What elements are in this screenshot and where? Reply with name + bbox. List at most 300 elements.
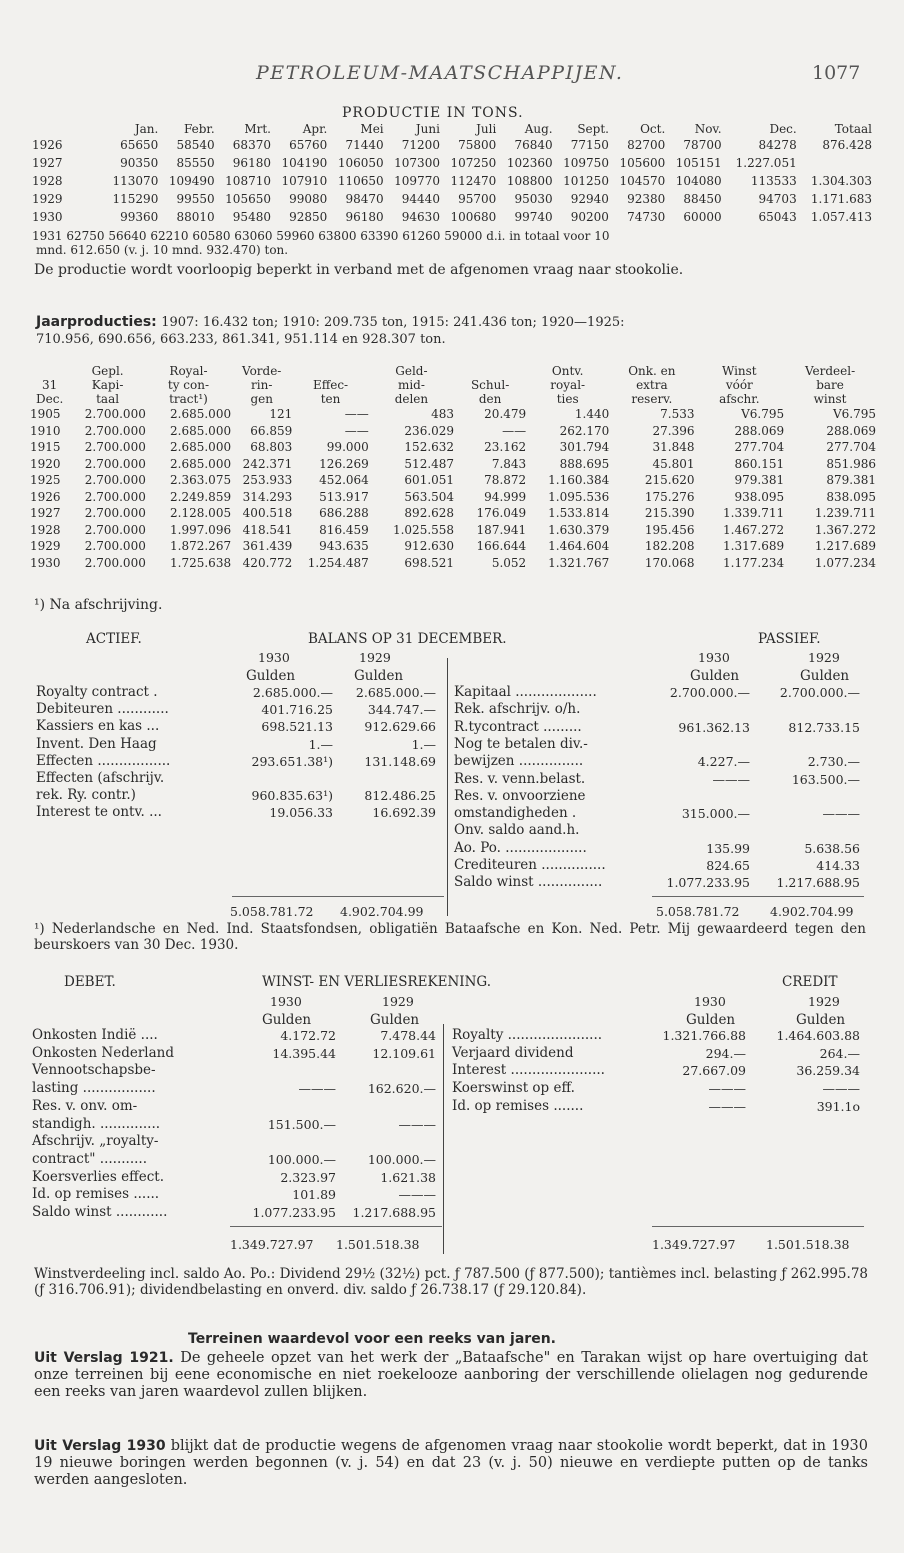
capital-cell: 182.208 [644, 539, 695, 554]
production-cell: 82700 [627, 138, 666, 152]
pnl-r-unit1: Gulden [686, 1012, 736, 1028]
production-cell: 112470 [450, 174, 497, 188]
terrain-paragraph-2 [34, 1438, 868, 1488]
production-cell: 1.227.051 [735, 156, 797, 170]
production-cell: 109770 [394, 174, 440, 188]
pnl-debet-value-1929: 7.478.44 [380, 1028, 436, 1043]
capital-header-row [30, 364, 876, 378]
production-cell: 100680 [450, 210, 497, 224]
capital-cell: 2.700.000 [84, 423, 146, 438]
balance-total-l1929: 4.902.704.99 [340, 904, 424, 919]
balance-passief-label: Onv. saldo aand.h. [454, 822, 580, 839]
pnl-debet-label: Koersverlies effect. [32, 1168, 164, 1185]
balance-actief-label: Interest te ontv. ... [36, 804, 162, 821]
balance-passief-value-1930: 4.227.— [697, 754, 750, 770]
balance-total-r1929: 4.902.704.99 [770, 904, 854, 919]
pnl-credit-value-1929: 36.259.34 [796, 1063, 860, 1079]
capital-header-cell: Gepl. [91, 364, 124, 378]
pnl-debet-value-1930: 100.000.— [267, 1151, 336, 1167]
capital-cell: 2.128.005 [170, 506, 232, 521]
pnl-debet-value-1930: 101.89 [292, 1187, 336, 1203]
capital-cell: 78.872 [484, 473, 527, 488]
capital-row [30, 489, 876, 506]
production-cell: 94703 [758, 192, 797, 206]
capital-row [30, 439, 876, 456]
production-cell: 88010 [176, 210, 215, 224]
production-cell: 96180 [232, 156, 271, 170]
balance-r-y1929: 1929 [808, 650, 840, 665]
capital-cell: 838.095 [826, 489, 876, 504]
production-cell: 95030 [514, 192, 553, 206]
balance-actief-label: Effecten ................. [36, 752, 171, 769]
capital-cell: 288.069 [826, 423, 876, 438]
capital-cell: 420.772 [242, 555, 293, 570]
pnl-credit-value-1930: 27.667.09 [682, 1063, 746, 1079]
capital-cell: 563.504 [404, 489, 455, 504]
pnl-title: WINST- EN VERLIESREKENING. [262, 974, 492, 990]
capital-cell: 452.064 [319, 473, 369, 488]
balance-actief-value-1929: 912.629.66 [364, 719, 436, 735]
balance-left-total-rule [232, 896, 444, 897]
capital-cell: 2.700.000 [84, 407, 146, 422]
capital-cell: —— [502, 423, 527, 438]
capital-header-cell: winst [813, 392, 847, 406]
production-cell: 105650 [225, 192, 271, 206]
production-cell: 60000 [683, 210, 722, 224]
capital-cell: 1.997.096 [170, 522, 232, 537]
production-cell: 92850 [289, 210, 328, 224]
production-cell: 104570 [619, 174, 666, 188]
production-cell: 78700 [683, 138, 722, 152]
pnl-credit-value-1929: 391.1o [816, 1098, 860, 1114]
production-cell: 109750 [563, 156, 609, 170]
annual-production-line1 [36, 314, 625, 330]
capital-cell: 513.917 [319, 489, 369, 504]
balance-actief-label: Debiteuren ............ [36, 701, 169, 718]
balance-right-head: PASSIEF. [758, 631, 821, 647]
pnl-debet-value-1930: 4.172.72 [280, 1028, 336, 1043]
pnl-debet-value-1930: 151.500.— [267, 1116, 336, 1132]
balance-passief-label: bewijzen ............... [454, 753, 584, 770]
balance-actief-value-1929: 131.148.69 [364, 753, 436, 769]
capital-cell: 400.518 [242, 506, 293, 521]
production-cell: 1.304.303 [810, 174, 872, 188]
capital-row [30, 555, 876, 572]
capital-cell: 892.628 [404, 506, 455, 521]
production-cell: 95480 [232, 210, 271, 224]
pnl-r-unit2: Gulden [796, 1012, 846, 1028]
capital-cell: 1.095.536 [548, 489, 610, 504]
production-header-cell: Dec. [769, 122, 797, 136]
capital-cell: 1.177.234 [723, 555, 785, 570]
balance-actief-value-1929: 1.— [411, 736, 436, 752]
pnl-debet-value-1929: 12.109.61 [372, 1045, 436, 1061]
production-header-cell: Jan. [134, 122, 159, 136]
balance-l-unit2: Gulden [354, 668, 404, 684]
capital-cell: 20.479 [484, 407, 527, 422]
capital-header-cell: afschr. [719, 392, 760, 406]
capital-cell: 2.700.000 [84, 555, 146, 570]
balance-actief-value-1930: 698.521.13 [261, 719, 333, 735]
pnl-right-head: CREDIT [782, 974, 838, 990]
production-cell: 75800 [458, 138, 497, 152]
balance-left-head: ACTIEF. [86, 631, 142, 647]
page-number: 1077 [812, 62, 861, 84]
capital-cell: 2.685.000 [170, 456, 232, 471]
capital-cell: 94.999 [484, 489, 527, 504]
pnl-debet-value-1929: 100.000.— [367, 1151, 436, 1167]
balance-passief-value-1929: 812.733.15 [788, 719, 860, 735]
production-cell: 113070 [112, 174, 159, 188]
production-cell: 115290 [112, 192, 159, 206]
pnl-l-unit2: Gulden [370, 1012, 420, 1028]
production-cell: 108710 [225, 174, 271, 188]
pnl-debet-label: Onkosten Indië .... [32, 1027, 158, 1043]
capital-cell: 277.704 [734, 440, 785, 455]
production-cell: 101250 [563, 174, 609, 188]
capital-header-cell: ties [556, 392, 579, 406]
pnl-credit-label: Id. op remises ....... [452, 1097, 584, 1114]
pnl-credit-label: Verjaard dividend [452, 1044, 574, 1061]
capital-cell: 2.249.859 [170, 489, 232, 504]
balance-r-unit2: Gulden [800, 668, 850, 684]
balance-actief-value-1930: 19.056.33 [269, 805, 333, 821]
capital-cell: 1928 [30, 522, 61, 537]
capital-header-cell: taal [96, 392, 120, 406]
capital-header-cell: Effec- [312, 378, 349, 392]
balance-passief-value-1929: 163.500.— [791, 771, 860, 787]
pnl-debet-label: Vennootschapsbe- [32, 1062, 156, 1079]
balance-passief-label: Saldo winst ............... [454, 874, 603, 891]
production-cell: 92380 [627, 192, 666, 206]
capital-cell: 1.321.767 [548, 555, 610, 570]
terrain-p1-text: De geheele opzet van het werk der „Bataafsche" en Tarakan wijst op hare overtuiging dat onze terreinen bij eene economische en niet roekelooze aanboring der verschillende olielagen nog gedurende een reeks van jaren waardevol zullen blijken. [34, 1350, 868, 1400]
pnl-total-l1930: 1.349.727.97 [230, 1237, 314, 1252]
balance-actief-label: Effecten (afschrijv. [36, 770, 165, 786]
production-year: 1930 [32, 210, 63, 224]
capital-cell: 1915 [30, 440, 61, 455]
capital-header-cell [454, 364, 526, 378]
pnl-debet-label: Onkosten Nederland [32, 1044, 174, 1061]
annual-production-label: Jaarproducties: [36, 314, 157, 330]
capital-header-row [30, 378, 876, 392]
capital-cell: 2.700.000 [84, 456, 146, 471]
capital-cell: 851.986 [826, 456, 876, 471]
production-cell: 90200 [570, 210, 609, 224]
pnl-debet-label: standigh. .............. [32, 1115, 161, 1132]
capital-header-cell: 31 [42, 378, 58, 392]
production-header-cell: Apr. [302, 122, 328, 136]
capital-row [30, 472, 876, 489]
production-cell: 96180 [345, 210, 384, 224]
production-row [32, 154, 872, 172]
production-header-cell: Oct. [640, 122, 666, 136]
pnl-total-r1929: 1.501.518.38 [766, 1237, 850, 1252]
balance-passief-value-1930: 961.362.13 [678, 719, 750, 735]
balance-passief-label: omstandigheden . [454, 805, 577, 822]
balance-footnote: ¹) Nederlandsche en Ned. Ind. Staatsfondsen, obligatiën Bataafsche en Kon. Ned. Petr. Mij gewaardeerd tegen den beurskoers van 30 Dec. 1930. [34, 921, 866, 953]
production-cell: 110650 [337, 174, 384, 188]
capital-cell: 2.700.000 [84, 440, 146, 455]
capital-header-cell: vóór [725, 378, 753, 392]
production-year: 1926 [32, 138, 63, 152]
production-cell: 76840 [514, 138, 553, 152]
production-cell: 88450 [683, 192, 722, 206]
capital-header-cell: den [478, 392, 502, 406]
capital-cell: 1.533.814 [548, 506, 610, 521]
production-cell: 99080 [289, 192, 328, 206]
pnl-l-y1930: 1930 [270, 994, 302, 1009]
production-cell: 65760 [289, 138, 328, 152]
capital-cell: 938.095 [734, 489, 785, 504]
capital-header-cell [30, 364, 69, 378]
capital-cell: 314.293 [242, 489, 293, 504]
balance-passief-value-1930: 315.000.— [681, 806, 750, 822]
production-row-1931: 1931 62750 56640 62210 60580 63060 59960 63800 63390 61260 59000 d.i. in totaal voor 10 [32, 229, 610, 243]
pnl-total-l1929: 1.501.518.38 [336, 1237, 420, 1252]
capital-cell: 943.635 [319, 539, 369, 554]
pnl-credit-label: Koerswinst op eff. [452, 1080, 575, 1097]
capital-header-cell: extra [636, 378, 668, 392]
capital-cell: 1.217.689 [814, 539, 876, 554]
production-header-cell: Mei [360, 122, 384, 136]
capital-cell: 816.459 [319, 522, 369, 537]
pnl-debet-value-1929: ——— [398, 1116, 436, 1132]
capital-cell: 1.872.267 [170, 539, 232, 554]
pnl-credit-value-1930: ——— [708, 1098, 746, 1114]
capital-header-cell: bare [816, 378, 844, 392]
capital-cell: 483 [431, 407, 455, 422]
balance-passief-label: Kapitaal ................... [454, 684, 597, 700]
pnl-right-total-rule [652, 1226, 864, 1227]
balance-actief-label: Invent. Den Haag [36, 735, 157, 752]
balance-passief-value-1929: ——— [822, 806, 860, 822]
balance-l-y1930: 1930 [258, 650, 290, 665]
capital-header-cell: royal- [550, 378, 586, 392]
capital-header-cell: Kapi- [91, 378, 124, 392]
balance-passief-value-1930: 824.65 [706, 858, 750, 873]
balance-passief-value-1930: ——— [712, 771, 750, 787]
capital-table [30, 364, 876, 571]
capital-cell: 242.371 [242, 456, 293, 471]
terrain-paragraph-1 [34, 1350, 868, 1400]
pnl-debet-value-1929: ——— [398, 1187, 436, 1203]
pnl-credit-value-1929: ——— [822, 1081, 860, 1097]
balance-r-unit1: Gulden [690, 668, 740, 684]
balance-actief-value-1929: 2.685.000.— [355, 685, 436, 700]
production-note: De productie wordt voorloopig beperkt in verband met de afgenomen vraag naar stookolie. [34, 262, 684, 278]
pnl-total-r1930: 1.349.727.97 [652, 1237, 736, 1252]
capital-cell: 23.162 [484, 440, 527, 455]
balance-passief-label: Crediteuren ............... [454, 857, 606, 873]
capital-row [30, 538, 876, 555]
balance-actief-value-1929: 344.747.— [367, 702, 436, 718]
pnl-debet-value-1930: 14.395.44 [272, 1045, 336, 1061]
terrain-p1-label: Uit Verslag 1921. [34, 1350, 174, 1366]
balance-actief-value-1929: 16.692.39 [372, 805, 436, 821]
capital-cell: 301.794 [559, 440, 610, 455]
production-cell: 71200 [401, 138, 440, 152]
capital-row [30, 406, 876, 423]
capital-row [30, 456, 876, 473]
capital-header-cell: reserv. [631, 392, 673, 406]
production-cell: 113533 [750, 174, 797, 188]
production-cell: 94630 [401, 210, 440, 224]
capital-cell: 418.541 [242, 522, 293, 537]
capital-header-cell: delen [394, 392, 429, 406]
production-row [32, 136, 872, 154]
production-cell: 95700 [458, 192, 497, 206]
balance-passief-value-1929: 1.217.688.95 [776, 875, 860, 891]
capital-cell: 1.467.272 [723, 522, 785, 537]
production-cell: 92940 [570, 192, 609, 206]
capital-cell: 166.644 [476, 539, 527, 554]
balance-passief-value-1929: 2.730.— [807, 754, 860, 770]
balance-passief-value-1929: 5.638.56 [804, 840, 860, 856]
pnl-debet-label: contract" ........... [32, 1150, 148, 1167]
production-cell [797, 154, 872, 172]
production-cell: 58540 [176, 138, 215, 152]
production-cell: 99550 [176, 192, 215, 206]
pnl-r-y1930: 1930 [694, 994, 726, 1009]
capital-cell: 361.439 [242, 539, 293, 554]
pnl-debet-value-1930: 1.077.233.95 [252, 1205, 336, 1220]
capital-cell: 277.704 [826, 440, 876, 455]
capital-header-cell: Royal- [169, 364, 208, 378]
pnl-debet-label: Res. v. onv. om- [32, 1097, 138, 1114]
production-cell: 876.428 [822, 138, 872, 152]
production-row [32, 208, 872, 226]
capital-cell: 121 [269, 407, 293, 422]
pnl-credit-label: Royalty ...................... [452, 1027, 603, 1043]
balance-passief-value-1930: 135.99 [706, 840, 750, 856]
capital-cell: 236.029 [404, 423, 455, 438]
capital-cell: 2.700.000 [84, 473, 146, 488]
pnl-r-y1929: 1929 [808, 994, 840, 1009]
capital-cell: 1930 [30, 555, 61, 570]
balance-passief-label: Rek. afschrijv. o/h. [454, 701, 581, 718]
capital-cell: 1926 [30, 489, 61, 504]
capital-header-cell: ty con- [167, 378, 210, 392]
annual-production-line2: 710.956, 690.656, 663.233, 861.341, 951.114 en 928.307 ton. [36, 332, 446, 347]
balance-passief-value-1929: 2.700.000.— [779, 685, 860, 700]
capital-cell: 1925 [30, 473, 61, 488]
production-table [32, 122, 872, 226]
capital-cell: 1.464.604 [548, 539, 610, 554]
production-cell: 99740 [514, 210, 553, 224]
production-header-cell: Aug. [524, 122, 553, 136]
pnl-debet-label: Saldo winst ............ [32, 1204, 168, 1220]
production-cell: 104080 [675, 174, 722, 188]
capital-cell: 512.487 [404, 456, 455, 471]
production-cell: 90350 [120, 156, 159, 170]
capital-cell: 176.049 [476, 506, 527, 521]
capital-cell: 2.685.000 [170, 407, 232, 422]
capital-cell: 175.276 [644, 489, 695, 504]
production-cell: 98470 [345, 192, 384, 206]
production-header-year [32, 122, 102, 136]
balance-actief-value-1930: 1.— [308, 736, 333, 752]
capital-cell: 215.390 [644, 506, 695, 521]
capital-row [30, 423, 876, 440]
capital-cell: 1.239.711 [814, 506, 876, 521]
capital-cell: 66.859 [250, 423, 293, 438]
capital-cell: 152.632 [404, 440, 455, 455]
production-cell: 107300 [394, 156, 440, 170]
capital-cell: 888.695 [559, 456, 610, 471]
production-cell: 65650 [120, 138, 159, 152]
pnl-debet-label: lasting ................. [32, 1080, 156, 1097]
capital-cell: 879.381 [826, 473, 876, 488]
balance-passief-value-1930: 1.077.233.95 [666, 875, 750, 891]
production-cell: 84278 [758, 138, 797, 152]
terrain-p2-label: Uit Verslag 1930 [34, 1438, 166, 1454]
production-cell: 108800 [506, 174, 553, 188]
capital-cell: —— [344, 407, 369, 422]
capital-cell: 31.848 [652, 440, 695, 455]
capital-cell: 1.440 [574, 407, 610, 422]
capital-cell: 68.803 [250, 440, 293, 455]
production-cell: 1.171.683 [810, 192, 872, 206]
pnl-credit-value-1929: 1.464.603.88 [776, 1028, 860, 1043]
production-header-row [32, 122, 872, 136]
capital-header-cell: Onk. en [628, 364, 676, 378]
production-header-cell: Juli [476, 122, 497, 136]
capital-cell: 187.941 [476, 522, 527, 537]
balance-passief-value-1930: 2.700.000.— [669, 685, 750, 700]
capital-cell: 1927 [30, 506, 61, 521]
production-header-cell: Juni [415, 122, 440, 136]
capital-cell: 126.269 [319, 456, 369, 471]
production-cell: 77150 [570, 138, 609, 152]
capital-cell: 698.521 [404, 555, 455, 570]
page-header-title: PETROLEUM-MAATSCHAPPIJEN. [256, 62, 624, 84]
production-cell: 109490 [168, 174, 215, 188]
capital-cell: 1.160.384 [548, 473, 610, 488]
capital-cell: 2.685.000 [170, 423, 232, 438]
production-cell: 1.057.413 [810, 210, 872, 224]
production-row [32, 190, 872, 208]
production-header-cell: Nov. [694, 122, 722, 136]
production-cell: 74730 [627, 210, 666, 224]
pnl-left-total-rule [230, 1226, 442, 1227]
balance-l-unit1: Gulden [246, 668, 296, 684]
balance-actief-value-1930: 960.835.63¹) [251, 788, 333, 804]
capital-header-cell: rin- [251, 378, 273, 392]
capital-cell: 860.151 [734, 456, 785, 471]
pnl-divider [443, 1024, 444, 1254]
pnl-credit-value-1930: ——— [708, 1081, 746, 1097]
pnl-credit-value-1929: 264.— [819, 1045, 860, 1061]
capital-cell: 2.700.000 [84, 506, 146, 521]
pnl-debet-value-1930: ——— [298, 1081, 336, 1097]
capital-cell: 1920 [30, 456, 61, 471]
pnl-debet-label: Id. op remises ...... [32, 1186, 160, 1203]
balance-actief-value-1930: 293.651.38¹) [251, 753, 333, 769]
capital-cell: 1.725.638 [170, 555, 232, 570]
capital-header-cell: Verdeel- [804, 364, 856, 378]
pnl-debet-value-1929: 162.620.— [367, 1081, 436, 1097]
capital-header-cell [292, 364, 369, 378]
production-cell: 102360 [506, 156, 553, 170]
pnl-left-head: DEBET. [64, 974, 116, 990]
balance-passief-label: Ao. Po. ................... [454, 839, 587, 856]
capital-header-cell: gen [250, 392, 273, 406]
production-cell: 65043 [758, 210, 797, 224]
capital-cell: 2.700.000 [84, 539, 146, 554]
balance-actief-value-1930: 2.685.000.— [252, 685, 333, 700]
balance-actief-value-1929: 812.486.25 [364, 788, 436, 804]
